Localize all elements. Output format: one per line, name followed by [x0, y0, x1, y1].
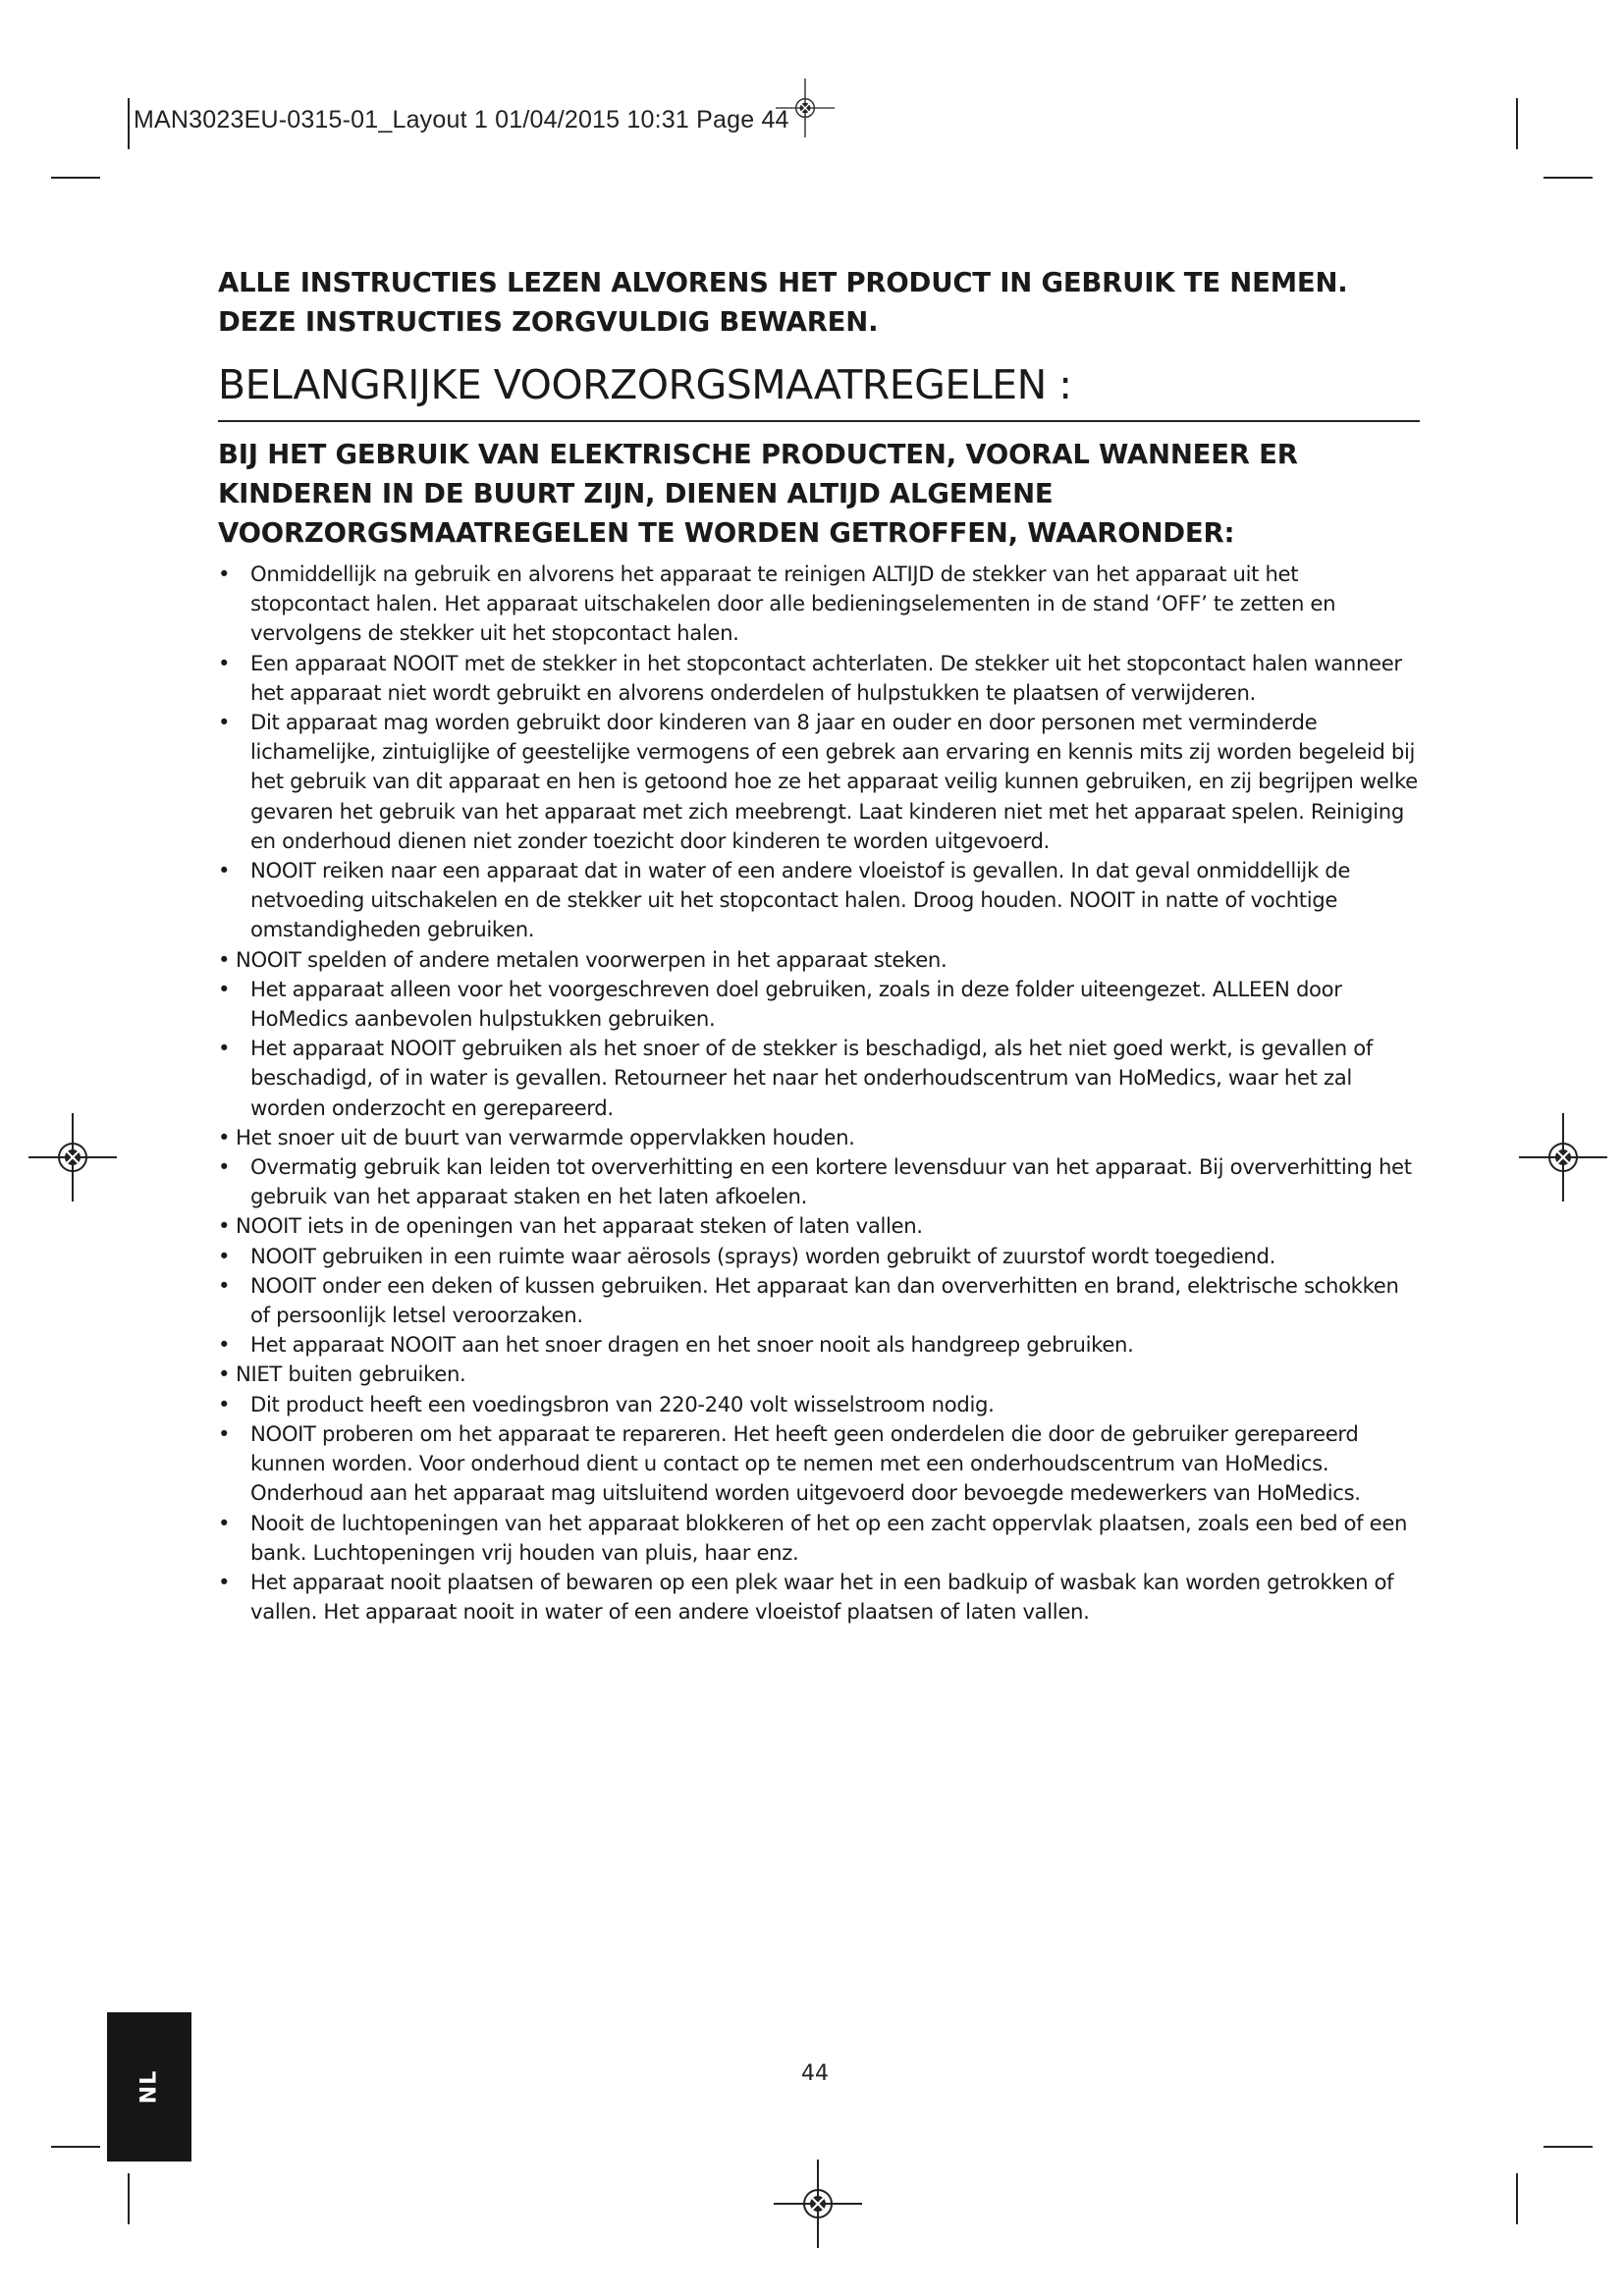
title-divider	[218, 420, 1420, 422]
language-tab-label: NL	[136, 2069, 162, 2105]
crop-mark	[1543, 177, 1593, 179]
subheading-line: VOORZORGSMAATREGELEN TE WORDEN GETROFFEN, WAARONDER:	[218, 517, 1235, 549]
list-item: • Een apparaat NOOIT met de stekker in het stopcontact achterlaten. De stekker uit het stopcontact halen wanneer het apparaat niet wordt gebruikt en alvorens onderdelen of hulpstukken te plaatsen of verwijderen.	[218, 649, 1420, 708]
intro-heading	[218, 263, 1420, 342]
page-title: BELANGRIJKE VOORZORGSMAATREGELEN :	[218, 361, 1072, 408]
intro-line: DEZE INSTRUCTIES ZORGVULDIG BEWAREN.	[218, 306, 879, 338]
print-slug-line: MAN3023EU-0315-01_Layout 1 01/04/2015 10:31 Page 44	[134, 106, 789, 133]
list-item: • Het snoer uit de buurt van verwarmde oppervlakken houden.	[218, 1123, 1420, 1152]
section-subheading	[218, 435, 1420, 553]
list-item: • Het apparaat NOOIT aan het snoer dragen en het snoer nooit als handgreep gebruiken.	[218, 1330, 1420, 1360]
subheading-line: BIJ HET GEBRUIK VAN ELEKTRISCHE PRODUCTEN, VOORAL WANNEER ER	[218, 439, 1298, 470]
list-item: • Overmatig gebruik kan leiden tot oververhitting en een kortere levensduur van het apparaat. Bij oververhitting het gebruik van het apparaat staken en het laten afkoelen.	[218, 1152, 1420, 1211]
list-item: • Het apparaat nooit plaatsen of bewaren op een plek waar het in een badkuip of wasbak kan worden getrokken of vallen. Het apparaat nooit in water of een andere vloeistof plaatsen of laten vallen.	[218, 1568, 1420, 1627]
crop-mark	[51, 2146, 100, 2148]
list-item: • NIET buiten gebruiken.	[218, 1360, 1420, 1389]
list-item: • Het apparaat NOOIT gebruiken als het snoer of de stekker is beschadigd, als het niet goed werkt, is gevallen of beschadigd, of in water is gevallen. Retourneer het naar het onderhoudscentrum van HoMedics, waar het zal worden onderzocht en gerepareerd.	[218, 1034, 1420, 1123]
list-item: • Dit apparaat mag worden gebruikt door kinderen van 8 jaar en ouder en door personen met verminderde lichamelijke, zintuiglijke of geestelijke vermogens of een gebrek aan ervaring en kennis mits zij worden begeleid bij het gebruik van dit apparaat en hen is getoond hoe ze het apparaat veilig kunnen gebruiken, en zij begrijpen welke gevaren het gebruik van het apparaat met zich meebrengt. Laat kinderen niet met het apparaat spelen. Reiniging en onderhoud dienen niet zonder toezicht door kinderen te worden uitgevoerd.	[218, 708, 1420, 856]
page-number: 44	[801, 2061, 829, 2086]
language-tab	[107, 2012, 191, 2162]
list-item: • NOOIT onder een deken of kussen gebruiken. Het apparaat kan dan oververhitten en brand, elektrische schokken of persoonlijk letsel veroorzaken.	[218, 1271, 1420, 1330]
registration-mark-icon	[28, 1113, 117, 1201]
crop-mark	[128, 2173, 130, 2224]
list-item: • Dit product heeft een voedingsbron van 220-240 volt wisselstroom nodig.	[218, 1390, 1420, 1419]
subheading-line: KINDEREN IN DE BUURT ZIJN, DIENEN ALTIJD ALGEMENE	[218, 478, 1054, 509]
list-item: • NOOIT spelden of andere metalen voorwerpen in het apparaat steken.	[218, 945, 1420, 975]
crop-mark	[51, 177, 100, 179]
crop-mark	[1516, 2173, 1518, 2224]
intro-line: ALLE INSTRUCTIES LEZEN ALVORENS HET PRODUCT IN GEBRUIK TE NEMEN.	[218, 267, 1348, 298]
registration-mark-icon	[1519, 1113, 1607, 1201]
list-item: • NOOIT gebruiken in een ruimte waar aërosols (sprays) worden gebruikt of zuurstof wordt toegediend.	[218, 1242, 1420, 1271]
crop-mark	[1543, 2146, 1593, 2148]
list-item: • Onmiddellijk na gebruik en alvorens het apparaat te reinigen ALTIJD de stekker van het apparaat uit het stopcontact halen. Het apparaat uitschakelen door alle bedieningselementen in de stand ‘OFF’ te zetten en vervolgens de stekker uit het stopcontact halen.	[218, 560, 1420, 649]
list-item: • Het apparaat alleen voor het voorgeschreven doel gebruiken, zoals in deze folder uiteengezet. ALLEEN door HoMedics aanbevolen hulpstukken gebruiken.	[218, 975, 1420, 1034]
crop-mark	[1516, 98, 1518, 149]
list-item: • NOOIT iets in de openingen van het apparaat steken of laten vallen.	[218, 1211, 1420, 1241]
registration-mark-icon	[774, 2160, 862, 2248]
crop-mark	[128, 98, 130, 149]
safety-instructions-list	[218, 560, 1420, 1627]
list-item: • Nooit de luchtopeningen van het apparaat blokkeren of het op een zacht oppervlak plaatsen, zoals een bed of een bank. Luchtopeningen vrij houden van pluis, haar enz.	[218, 1509, 1420, 1568]
list-item: • NOOIT reiken naar een apparaat dat in water of een andere vloeistof is gevallen. In dat geval onmiddellijk de netvoeding uitschakelen en de stekker uit het stopcontact halen. Droog houden. NOOIT in natte of vochtige omstandigheden gebruiken.	[218, 856, 1420, 945]
list-item: • NOOIT proberen om het apparaat te repareren. Het heeft geen onderdelen die door de gebruiker gerepareerd kunnen worden. Voor onderhoud dient u contact op te nemen met een onderhoudscentrum van HoMedics. Onderhoud aan het apparaat mag uitsluitend worden uitgevoerd door bevoegde medewerkers van HoMedics.	[218, 1419, 1420, 1509]
